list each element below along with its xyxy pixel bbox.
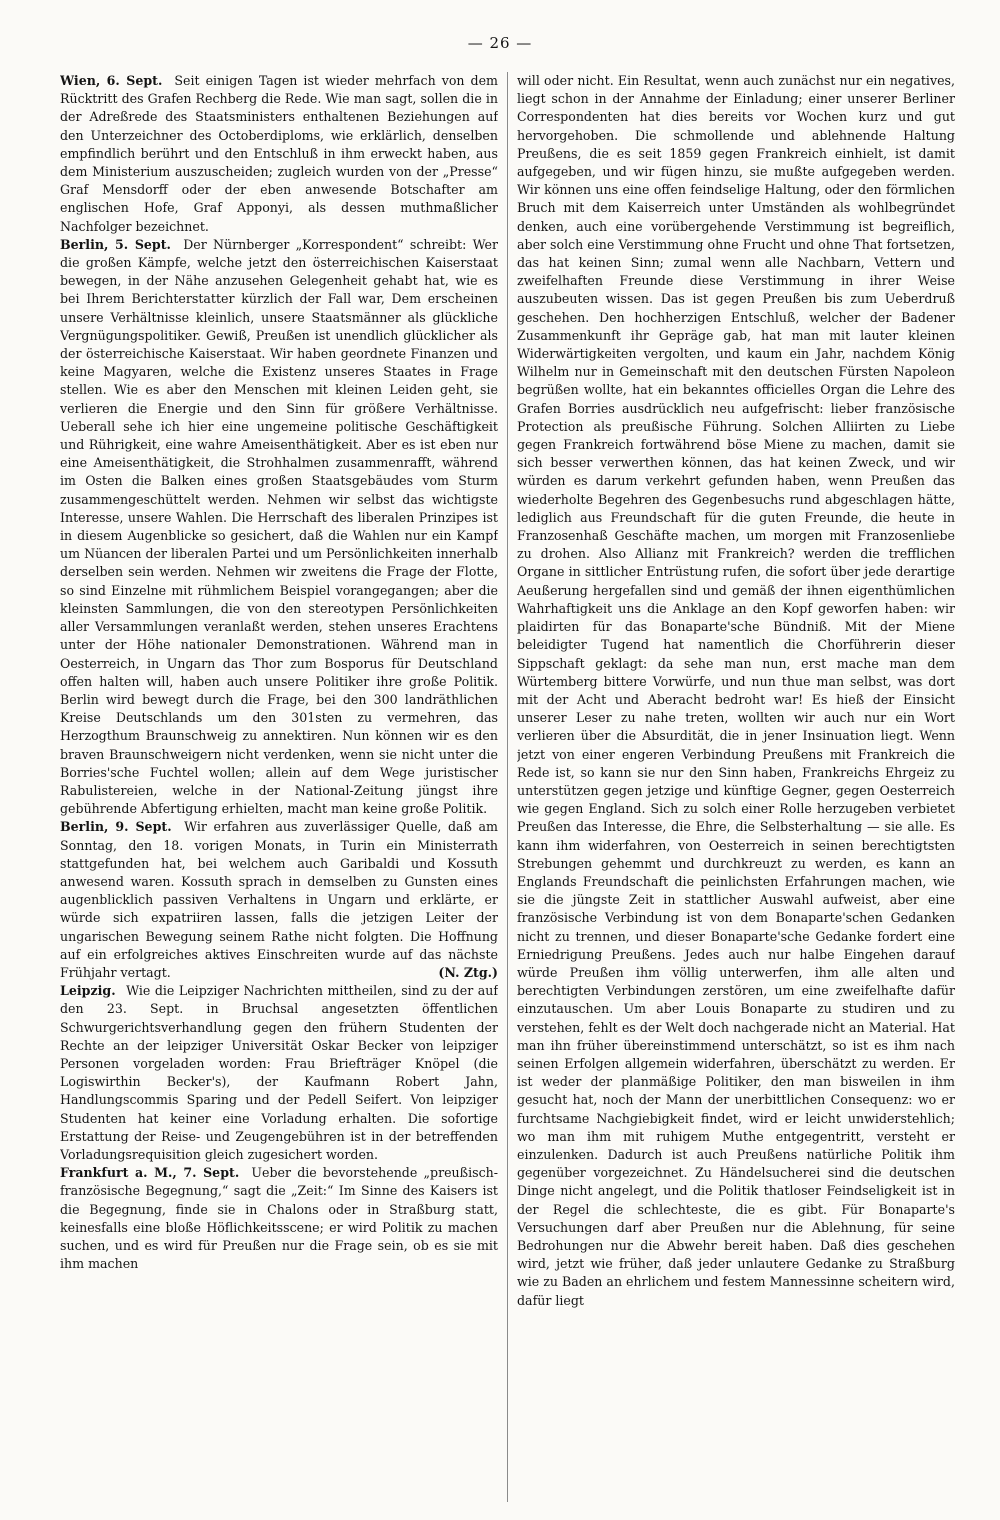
article-leipzig (60, 982, 498, 1164)
article-text: will oder nicht. Ein Resultat, wenn auch zunächst nur ein negatives, liegt schon in der Annahme der Einladung; einer unserer Berliner Correspondenten hat dies bereits vor Wochen kurz und gut hervorgehoben. Die schmollende und ablehnende Haltung Preußens, die es seit 1859 gegen Frankreich einhielt, ist damit aufgegeben, und wir fügen hinzu, sie mußte aufgegeben werden. Wir können uns eine offen feindselige Haltung, oder den förmlichen Bruch mit dem Kaiserreich unter Umständen als wohlbegründet denken, auch eine vorübergehende Verstimmung ist begreiflich, aber solch eine Verstimmung ohne Frucht und ohne That fortsetzen, das hat keinen Sinn; zumal wenn alle Nachbarn, Vettern und zweifelhaften Freunde diese Verstimmung in ihrer Weise auszubeuten wissen. Das ist gegen Preußen bis zum Ueberdruß geschehen. Den hochherzigen Entschluß, welcher der Badener Zusammenkunft ihr Gepräge gab, hat man mit lauter kleinen Widerwärtigkeiten vergolten, und kaum ein Jahr, nachdem König Wilhelm nur in Gemeinschaft mit den deutschen Fürsten Napoleon begrüßen wollte, hat ein bekanntes officielles Organ die Lehre des Grafen Borries ausdrücklich neu aufgefrischt: lieber französische Protection als preußische Führung. Solchen Alliirten zu Liebe gegen Frankreich fortwährend böse Miene zu machen, damit sie sich besser verwerthen können, das hat keinen Zweck, und wir würden es darum verkehrt gefunden haben, wenn Preußen das wiederholte Begehren des Gegenbesuchs rund abgeschlagen hätte, lediglich aus Freundschaft für die guten Freunde, die heute in Franzosenhaß Geschäfte machen, um morgen mit Franzosenliebe zu drohen. Also Allianz mit Frankreich? werden die trefflichen Organe in sittlicher Entrüstung rufen, die sofort über jede derartige Aeußerung hergefallen sind und gemäß der ihnen eigenthümlichen Wahrhaftigkeit uns die Anklage an den Kopf geworfen haben: wir plaidirten für das Bonaparte'sche Bündniß. Mit der Miene beleidigter Tugend hat namentlich die Chorführerin dieser Sippschaft geklagt: da sehe man nun, erst mache man dem Würtemberg bittere Vorwürfe, und nun thue man selbst, was dort mit der Acht und Aberacht bedroht war! Es hieß der Einsicht unserer Leser zu nahe treten, wollten wir auch nur ein Wort verlieren über die Absurdität, die in jener Insinuation liegt. Wenn jetzt von einer engeren Verbindung Preußens mit Frankreich die Rede ist, so kann sie nur den Sinn haben, Frankreichs Ehrgeiz zu unterstützen gegen jetzige und künftige Gegner, gegen Oesterreich wie gegen England. Sich zu solch einer Rolle herzugeben verbietet Preußen das Interesse, die Ehre, die Selbsterhaltung — sie alle. Es kann ihm widerfahren, von Oesterreich in seinen berechtigtsten Strebungen gehemmt und durchkreuzt zu werden, es kann an Englands Freundschaft die peinlichsten Erfahrungen machen, wie sie die jüngste Zeit in stattlicher Auswahl aufweist, aber eine französische Verbindung ist von dem Bonaparte'schen Gedanken nicht zu trennen, und dieser Bonaparte'sche Gedanke fordert eine Erniedrigung Preußens. Jedes auch nur halbe Eingehen darauf würde Preußen ihm völlig unterwerfen, ihm alle alten und berechtigten Verbindungen zerstören, um eine zweifelhafte dafür einzutauschen. Um aber Louis Bonaparte zu studiren und zu verstehen, fehlt es der Welt doch nachgerade nicht an Material. Hat man ihn früher übereinstimmend unterschätzt, so ist es ihm nach seinen Erfolgen allgemein widerfahren, überschätzt zu werden. Er ist weder der planmäßige Politiker, den man bisweilen in ihm gesucht hat, noch der Mann der unerbittlichen Consequenz: wo er furchtsame Nachgiebigkeit findet, wird er leicht unwiderstehlich; wo man ihm mit ruhigem Muthe entgegentritt, versteht er einzulenken. Dadurch ist auch Preußens natürliche Politik ihm gegenüber vorgezeichnet. Zu Händelsucherei sind die deutschen Dinge nicht angelegt, und die Politik thatloser Feindseligkeit ist in der Regel die schlechteste, die es gibt. Für Bonaparte's Versuchungen darf aber Preußen nur die Ablehnung, für seine Bedrohungen nur die Abwehr bereit haben. Daß dies geschehen wird, jetzt wie früher, daß jeder unlautere Gedanke zu Straßburg wie zu Baden an ehrlichem und festem Mannessinne scheitern wird, dafür liegt (517, 73, 955, 1308)
dateline-wien: Wien, 6. Sept. (60, 73, 163, 88)
article-frankfurt (60, 1164, 498, 1273)
dateline-berlin-9: Berlin, 9. Sept. (60, 819, 172, 835)
two-column-layout (60, 72, 955, 1512)
article-text: Ueber die bevorstehende „preußisch-französische Begegnung,“ sagt die „Zeit:“ Im Sinne des Kaisers ist die Begegnung, finde sie in Chalons oder in Straßburg statt, keinesfalls eine bloße Höflichkeitsscene; er wird Politik zu machen suchen, und es wird für Preußen nur die Frage sein, ob es sie mit ihm machen (60, 1165, 498, 1272)
source-citation: (N. Ztg.) (438, 964, 498, 980)
article-wien (60, 72, 498, 236)
dateline-frankfurt: Frankfurt a. M., 7. Sept. (60, 1165, 240, 1181)
article-text: Wir erfahren aus zuverlässiger Quelle, daß am Sonntag, den 18. vorigen Monats, in Turin ein Ministerrath stattgefunden hat, bei welchem auch Garibaldi und Kossuth anwesend waren. Kossuth sprach in demselben zu Gunsten eines augenblicklich passiven Verhaltens in Ungarn und erklärte, er würde sich expatriiren lassen, falls die jetzigen Leiter der ungarischen Bewegung seinem Rathe nicht folgten. Die Hoffnung auf ein erfolgreiches aktives Einschreiten wurde auf das nächste Frühjahr vertagt. (60, 819, 498, 980)
article-berlin-9 (60, 818, 498, 982)
article-text: Seit einigen Tagen ist wieder mehrfach von dem Rücktritt des Grafen Rechberg die Rede. Wie man sagt, sollen die in der Adreßrede des Staatsministers enthaltenen Beziehungen auf den Unterzeichner des Octoberdiploms, wie erklärlich, denselben empfindlich berührt und den Entschluß in ihm erweckt haben, aus dem Ministerium auszuscheiden; zugleich wurden von der „Presse“ Graf Mensdorff oder der eben anwesende Botschafter am englischen Hofe, Graf Apponyi, als dessen muthmaßlicher Nachfolger bezeichnet. (60, 73, 498, 234)
dateline-berlin-5: Berlin, 5. Sept. (60, 236, 171, 252)
left-column (60, 72, 498, 1512)
dateline-leipzig: Leipzig. (60, 983, 116, 999)
column-divider (507, 72, 508, 1502)
article-text: Wie die Leipziger Nachrichten mittheilen, sind zu der auf den 23. Sept. in Bruchsal angesetzten öffentlichen Schwurgerichtsverhandlung gegen den frühern Studenten der Rechte an der leipziger Universität Oskar Becker von leipziger Personen vorgeladen worden: Frau Briefträger Knöpel (die Logiswirthin Becker's), der Kaufmann Robert Jahn, Handlungscommis Sparing und der Pedell Seifert. Von leipziger Studenten hat keiner eine Vorladung erhalten. Die sofortige Erstattung der Reise- und Zeugengebühren ist in der betreffenden Vorladungsrequisition gleich zugesichert worden. (60, 983, 498, 1162)
right-column (517, 72, 955, 1512)
article-text: Der Nürnberger „Korrespondent“ schreibt: Wer die großen Kämpfe, welche jetzt den österreichischen Kaiserstaat bewegen, in der Nähe anzusehen Gelegenheit gehabt hat, wie es bei Ihrem Berichterstatter kürzlich der Fall war, Dem erscheinen unsere Verhältnisse kleinlich, unsere Staatsmänner als glückliche Vergnügungspolitiker. Gewiß, Preußen ist unendlich glücklicher als der österreichische Kaiserstaat. Wir haben geordnete Finanzen und keine Magyaren, welche die Existenz unseres Staates in Frage stellen. Wie es aber den Menschen mit kleinen Leiden geht, sie verlieren die Energie und den Sinn für größere Verhältnisse. Ueberall sehe ich hier eine ungemeine politische Geschäftigkeit und Rührigkeit, eine wahre Ameisenthätigkeit. Aber es ist eben nur eine Ameisenthätigkeit, die Strohhalmen zusammenrafft, während im Osten die Balken eines großen Staatsgebäudes vom Sturm zusammengeschüttelt werden. Nehmen wir selbst das wichtigste Interesse, unsere Wahlen. Die Herrschaft des liberalen Prinzipes ist in diesem Augenblicke so gesichert, daß die Wahlen nur ein Kampf um Nüancen der liberalen Partei und um Persönlichkeiten innerhalb derselben sein werden. Nehmen wir zweitens die Frage der Flotte, so sind Einzelne mit rühmlichem Beispiel vorangegangen; aber die kleinsten Sammlungen, die von den stereotypen Persönlichkeiten aller Versammlungen veranlaßt werden, stehen unseres Erachtens unter der Höhe nationaler Demonstrationen. Während man in Oesterreich, in Ungarn das Thor zum Bosporus für Deutschland offen halten will, haben auch unsere Politiker ihre große Politik. Berlin wird bewegt durch die Frage, bei den 300 landräthlichen Kreise Deutschlands um den 301sten zu vermehren, das Herzogthum Braunschweig zu annektiren. Nun können wir es den braven Braunschweigern nicht verdenken, wenn sie nicht unter die Borries'sche Fuchtel wollen; allein auf dem Wege juristischer Rabulistereien, welche in der National-Zeitung jüngst ihre gebührende Abfertigung erhielten, macht man keine große Politik. (60, 236, 498, 817)
article-berlin-5 (60, 236, 498, 819)
page-number: — 26 — (467, 34, 533, 52)
article-continuation (517, 72, 955, 1310)
